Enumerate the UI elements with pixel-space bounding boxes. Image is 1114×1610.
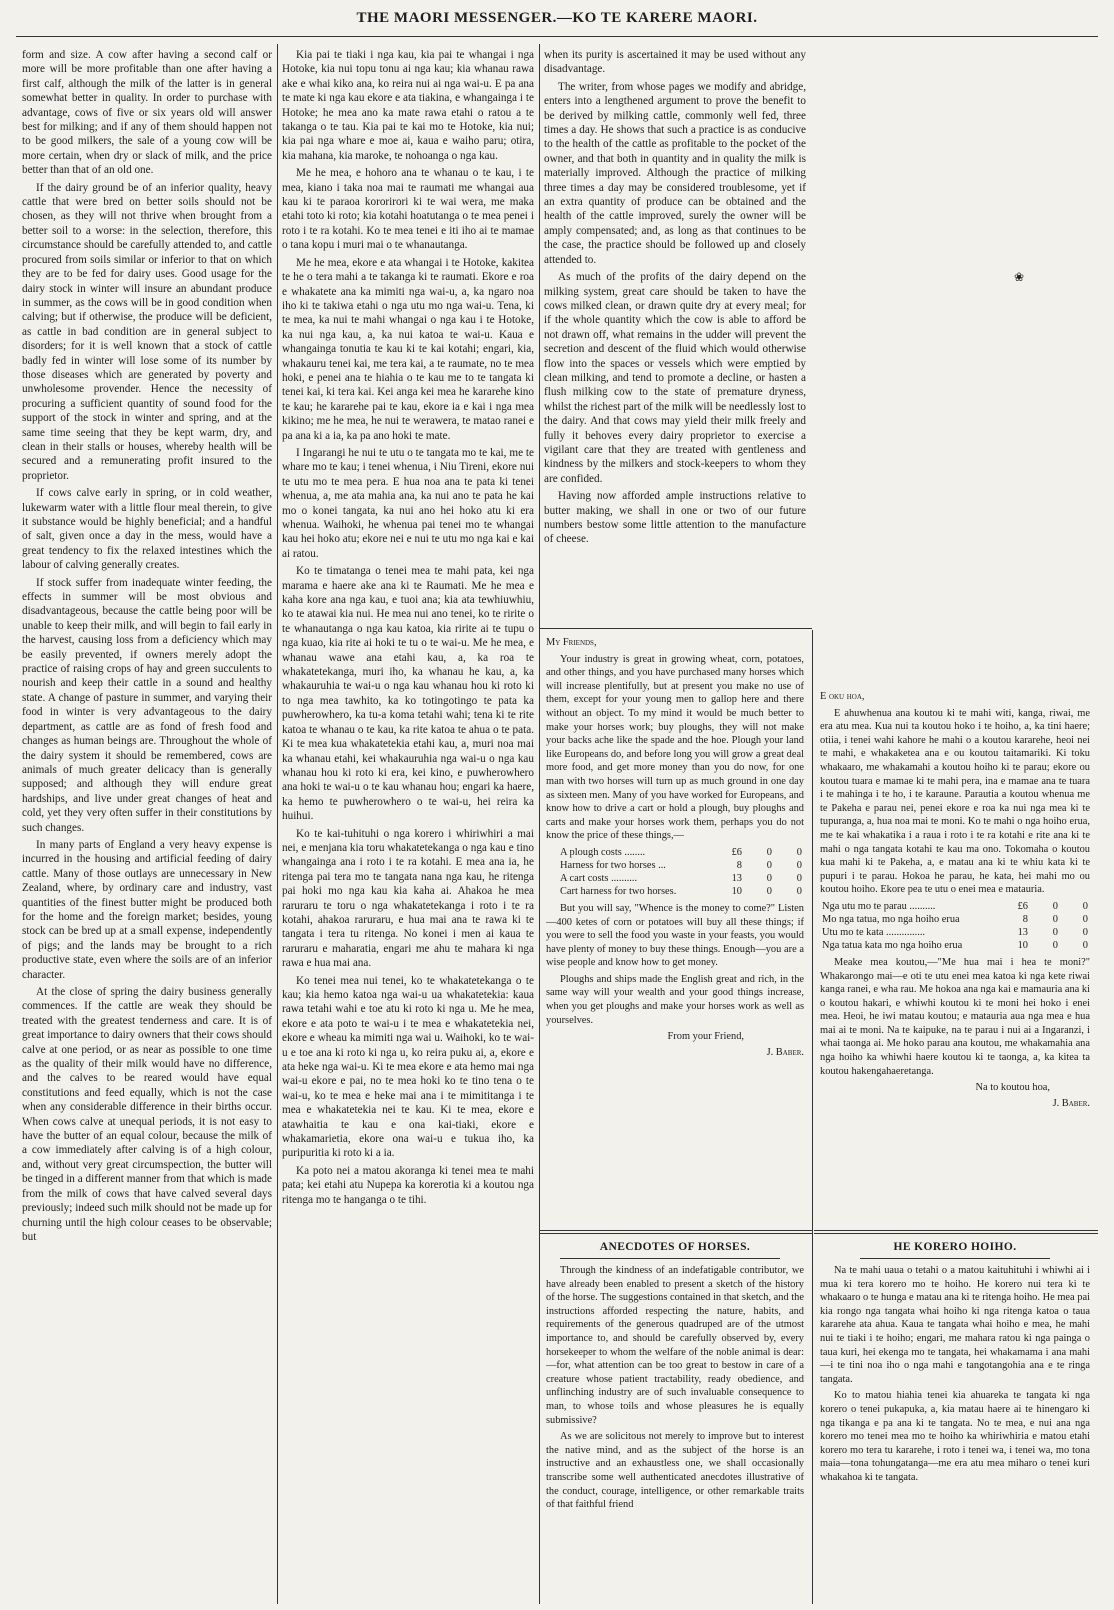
price-pounds: 10: [731, 885, 742, 897]
section-title-anecdotes: ANECDOTES OF HORSES.: [599, 1241, 751, 1253]
section-rule: [814, 1233, 1098, 1234]
price-pounds: 8: [1022, 913, 1028, 925]
paragraph: Ko te kai-tuhituhi o nga korero i whiriwhiri a mai nei, e menjana kia toru whakatetekanga o nga kau e tino whangainga ana i roto i te ra kotahi. E mea ana ia, he ritenga pai tera mo te tangata nana nga kau, he ritenga pai hoki mo nga kau kia kaha ai. Ahakoa he mea raruraru te toru o nga whakatetekanga i roto i te ra kotahi, ahakoa raruraru, e hua mai ana te rawa ki te tangata i tera tu ritenga. No konei i men ai kaua te raruraru e maharatia, engari me ahu te mahara ki nga rawa e hua mai ana.: [282, 827, 534, 970]
price-shillings: 0: [766, 859, 772, 871]
price-item: Cart harness for two horses.: [560, 885, 677, 897]
letter-signature: J. Baber.: [1052, 1097, 1090, 1109]
paragraph: Kia pai te tiaki i nga kau, kia pai te whangai i nga Hotoke, kia nui topu tonu ai nga kau; kia whanau rawa ake e whai kiko ana, ko reira nui ai nga wai-u. E pa ana te mate ki nga kau ekore e ata tiakina, e whangainga i te Hotoke; he mea ano ka mate rawa etahi o ratou a te takanga o te tau. Kia pai te kai mo te Hotoke, kia nui; kia pai nga whare e moe ai, kaua e waiho paru; otira, kia mahana, kia maroke, te nohoanga o nga kau.: [282, 49, 534, 162]
price-item: Utu mo te kata ...............: [822, 926, 926, 938]
price-item: A cart costs ..........: [560, 872, 638, 884]
letter-closing: From your Friend,: [667, 1031, 744, 1043]
paragraph: Through the kindness of an indefatigable contributor, we have already been enabled to present a sketch of the history of the horse. The suggestions contained in that sketch, and the instructions afforded respecting the nature, habits, and requirements of the generous quadruped are of the utmost importance to, and should be carefully observed by, every horsekeeper to whom the welfare of the noble animal is dear:—for, what attention can be too great to bestow in care of a creature whose patient tractability, ready obedience, and unflinching industry are of such invaluable consequence to man, to whose toils and whose pleasures he is equally submissive?: [546, 1265, 804, 1426]
masthead-rule: [16, 36, 1098, 37]
section-rule: [860, 1258, 1050, 1259]
price-shillings: 0: [766, 885, 772, 897]
price-item: Harness for two horses ...: [560, 859, 666, 871]
letter-signature: J. Baber.: [766, 1046, 804, 1058]
price-pence: 0: [1082, 939, 1088, 951]
paragraph: If stock suffer from inadequate winter feeding, the effects in summer will be most obvious and disadvantageous, because the cattle being poor will be unable to keep their milk, and will begin to fail early in the harvest, causing loss from a deficiency which may be easily prevented, if owners merely adopt the practice of raising crops of hay and green succulents to nourish and keep their cattle in a sound and healthy state. A change of pasture in summer, and varying their food in winter is very advantageous to the dairy department, as cattle are as fond of fresh food and changes as human beings are. Throughout the whole of the dairy system it should be remembered, cows are animals of much greater delicacy than is generally supposed; and although they will endure great hardships, and live under great changes of heat and cold, yet they very often suffer in their constitutions by such changes.: [22, 576, 272, 834]
price-row: [546, 846, 804, 859]
paragraph: Me he mea, ekore e ata whangai i te Hotoke, kakitea te he o tera mahi a te takanga ki te raumati. Ekore e roa e whakatete ana ka mimiti nga wai-u, a, ka ngaro noa iho ki te takiwa etahi o nga utu mo nga wai-u. Tena, ki te mea, ka nui te mahi whangai o nga kau i te Hotoke, ka nui nga kau, a, ka nui katoa te wai-u. Kaua e whangainga tonutia te kau ki te kai kotahi; engari, kia, whakauru tenei kai, me tera kai, a te raumate, no te mea hoki, e penei ana te hiahia o te kau me to te tangata ki tenei kai, ki tera kai. Kei anga kei mea he kararehe kino te kau; he kararehe pai te kau, ekore ia e kai i nga mea kikino; me he mea, he nui te werawera, te matao ranei e pa ana ki a ia, ka pa ano hoki te mate.: [282, 256, 534, 442]
price-pounds: 10: [1017, 939, 1028, 951]
price-row: [546, 885, 804, 898]
paragraph: when its purity is ascertained it may be used without any disadvantage.: [544, 49, 806, 76]
paragraph: Ko tenei mea nui tenei, ko te whakatetekanga o te kau; kia hemo katoa nga wai-u ua whakatetekia: kaua rawa tetahi wahi e toe atu ki roto ki nga u. Me he mea, ekore e ata poto te wai-u i te mea e whakatetekia nei, ekore e wheau ka mimiti nga wai u. Waihoki, ko te wai-u e toe ana ki roto ki nga u, ko reira puku ai, a, ekore e ata heke nga wai-u. Ki te mea ekore e ata hemo mai nga wai-u ekore e pai, no te mea hoki ko te tino tena o te wai-u, ko te mea e heke mai ana i te mimititanga i te mea e whakatetekia nei te kau. Ki te mea, ekore e atawhaitia te kau e ona kai-tiaki, ekore e whakamarietia, ekore ona wai-u e tukua iho, ka puripuritia ki roto ki a ia.: [282, 974, 534, 1160]
price-item: Mo nga tatua, mo nga hoiho erua: [822, 913, 960, 925]
letter-closing: Na to koutou hoa,: [975, 1082, 1050, 1094]
paragraph: As much of the profits of the dairy depend on the milking system, great care should be taken to have the cows milked clean, or drawn quite dry at every meal; for if the whole quantity which the cow is able to afford be not drawn off, what remains in the udder will prevent the secretion and descent of the fluid which would otherwise flow into the spaces or vessels which were emptied by clean milking, and tend to promote a decline, or hasten a flush milking cow to the state of premature dryness, whilst the richest part of the milk will be needlessly lost to the dairy. And that cows may yield their milk freely and fully it behoves every dairy proprietor to exercise a vigilant care that they are treated with gentleness and kindness by the milkers and stock-keepers to whom they are confided.: [544, 271, 806, 485]
print-blemish-icon: ❀: [1014, 270, 1025, 284]
column-2-dairy-maori: [282, 48, 534, 1600]
section-rule: [560, 1258, 780, 1259]
paragraph: The writer, from whose pages we modify and abridge, enters into a lengthened argument to prove the benefit to be derived by milking cattle, commonly well fed, three times a day. He shows that such a practice is as conducive to the health of the cattle as profitable to the pocket of the owner, and that both in quantity and in quality the milk is materially improved. Although the practice of milking three times a day may be considered troublesome, yet if an extra quantity of produce can be obtained and the health of the cattle improved, surely the owner will be amply compensated; and, as long as that continues to be the case, the practice should be followed up and closely attended to.: [544, 80, 806, 266]
price-pounds: 13: [1017, 926, 1028, 938]
column-divider: [539, 44, 540, 1604]
paragraph: As we are solicitous not merely to improve but to interest the native mind, and as the subject of the horse is an instructive and an exhaustless one, we shall occasionally transcribe some well authenticated anecdotes illustrative of the conduct, courage, intelligence, or other remarkable traits of that faithful friend: [546, 1431, 804, 1511]
price-pence: 0: [1082, 900, 1088, 912]
price-pounds: 13: [731, 872, 742, 884]
price-shillings: 0: [1052, 913, 1058, 925]
paragraph: Na te mahi uaua o tetahi o a matou kaituhituhi i whiwhi ai i mua ki tera korero mo te hoiho. He korero nui tera ki te whakaaro o te hunga e matau ana ki te ritenga hoiho. He mea pai kia rongo nga tangata whai hoiho ki nga ritenga katoa o taua kararehe ata ahua. Kaua te tangata whai hoiho e mea, he mahi nui te tiaki i te hoiho; engari, me mahara ratou ki nga painga o taua kuri, hei ekenga mo te tangata, hei whakamama i ana mahi—i te tini noa iho o nga mahi e tangotangohia ana e te ringa tangata.: [820, 1265, 1090, 1385]
paragraph: Ka poto nei a matou akoranga ki tenei mea te mahi pata; kei etahi atu Nupepa ka korerotia ki a koutou nga ritenga mo te hanganga o te tihi.: [282, 1164, 534, 1206]
price-pence: 0: [796, 846, 802, 858]
paragraph: Me he mea, e hohoro ana te whanau o te kau, i te mea, kiano i taka noa mai te raumati me whangai aua kau ki te paraoa kororirori ki te wai wera, me maka etahi toto ki roto; kia kotahi hoatutanga o te mea penei i roto i te ra kotahi. Ko te mea tenei e iti iho ai te mamae o tana kopu i muri mai o te whanautanga.: [282, 167, 534, 252]
price-row: [820, 926, 1090, 939]
price-row: [820, 913, 1090, 926]
paragraph: Having now afforded ample instructions relative to butter making, we shall in one or two of our future numbers bestow some little attention to the manufacture of cheese.: [544, 490, 806, 546]
paragraph: If the dairy ground be of an inferior quality, heavy cattle that were bred on better soils should not be chosen, as they will not thrive when brought from a better soil to a worse: in the selection, therefore, this circumstance should be carefully attended to, and cattle procured from soils similar or inferior to that on which they are to be fed for dairy uses. Good usage for the dairy stock in winter will insure an abundant produce in summer, as the cows will be in good condition when calving; but if otherwise, the produce will be deficient, as cattle in bad condition are in general subject to disorders; for it is well known that a stock of cattle badly fed in winter will lose some of its number by those diseases which are generated by poverty and unwholesome provender. Hence the necessity of procuring a sufficient quantity of sound food for the support of the stock in winter and spring, and at the same time seeing that they be kept warm, dry, and clean in their stalls or houses, whereby health will be secured and a remunerating profit insured to the proprietor.: [22, 181, 272, 482]
price-item: Nga tatua kata mo nga hoiho erua: [822, 939, 963, 951]
korero-hoiho-article: [820, 1264, 1090, 1604]
price-pounds: £6: [731, 846, 742, 858]
price-row: [820, 939, 1090, 952]
section-rule: [814, 1230, 1098, 1231]
price-table: [820, 900, 1090, 952]
paragraph: I Ingarangi he nui te utu o te tangata mo te kai, me te whare mo te kau; i tenei whenua, i Niu Tireni, ekore nui te utu mo te mea pera. E hua noa ana te pata ki tenei whenua, a, me ata mahia ana, ka nui ano te pata he kai mo o konei tangata, ka nui ano hei hoko atu ki era whenua. Waihoki, he whenua pai tenei mo te whangai kau hei hoko atu; ekore nei e nui te utu mo nga kai e kai ai ratou.: [282, 446, 534, 560]
section-title-korero-hoiho: HE KORERO HOIHO.: [893, 1241, 1017, 1253]
letter-english: [546, 636, 804, 1188]
price-row: [820, 900, 1090, 913]
paragraph: Meake mea koutou,—"Me hua mai i hea te moni?" Whakarongo mai—e oti te utu enei mea katoa ki nga kete riwai kanga ranei, e wha rau. Me hokoa ana nga kai e mamauria ana ki o koutou hakari, e whiwhi koutou ki te moni hei hoko i enei mea. Heoi, he iwi matau koutou; e matauria aua nga mea e hua mai ai te moni. Na te kaipuke, na te parau i nui ai a Ingaranzi, i whai taonga ai. Me hoko parau ana koutou, me whakamahia ana nga hoiho ka whiwhi haere koutou ki te taonga, a, ka kitea ta koutou hakengahaeretanga.: [820, 956, 1090, 1077]
price-shillings: 0: [766, 846, 772, 858]
price-shillings: 0: [1052, 900, 1058, 912]
section-rule: [540, 1233, 812, 1234]
price-pence: 0: [796, 885, 802, 897]
column-divider: [812, 630, 813, 1604]
section-rule: [540, 1230, 812, 1231]
paragraph: In many parts of England a very heavy expense is incurred in the housing and artificial feeding of dairy cattle. Many of those outlays are unnecessary in New Zealand, where, by ordinary care and industry, vast quantities of the finest butter might be produced both for the home and the foreign market; besides, young stock can be bred up at a small expense, independently of pigs; and the lands may be brought to a rich productive state, even where the soils are of an inferior character.: [22, 838, 272, 981]
column-3-dairy-continued: [544, 48, 806, 623]
paragraph: But you will say, "Whence is the money to come?" Listen—400 ketes of corn or potatoes will buy all these things; if you were to sell the food you waste in your feasts, you would have plenty of money to buy these things. Enough—you are a wise people and know how to get money.: [546, 902, 804, 969]
paragraph: Ploughs and ships made the English great and rich, in the same way will your wealth and your good things increase, when you get ploughs and make your horses work as well as yourselves.: [546, 973, 804, 1026]
price-shillings: 0: [766, 872, 772, 884]
paragraph: Ko to matou hiahia tenei kia ahuareka te tangata ki nga korero o tenei pukapuka, a, kia matau haere ai te hinengaro ki nga tikanga e pa ana ki te tangata. No te mea, e nui ana nga korero mo tenei mea mo te hoiho ka whiriwhiria e matou etahi korero mo tera tu kararehe, i roto i tenei wa, i tenei wa, mo tona maia—tona tohungatanga—me era atu mea miharo o tenei kuri whakahoa ki te tangata.: [820, 1390, 1090, 1483]
price-item: Nga utu mo te parau ..........: [822, 900, 936, 912]
price-item: A plough costs ........: [560, 846, 646, 858]
letter-maori: [820, 690, 1090, 1215]
price-pence: 0: [1082, 926, 1088, 938]
paragraph: E ahuwhenua ana koutou ki te mahi witi, kanga, riwai, me era atu mea. Kua nui ta koutou hoko i te hoiho, a, ka tini haere; otiia, i tenei wahi kahore he mahi o a koutou kararehe, heoi nei te mahi, e whakaketea ana e ou koutou taitamariki. Ki toku whakaaro, me whakamahi a koutou hoiho ki te parau; ekore ou koutou tuara e mamae ki te mahi pera, ina e mamae ana te tuara i te mahinga i te ho, i te karaune. Parautia a koutou whenua me te Pakeha e parau nei, penei ekore e roa ka nui nga mea ki te tupuranga, a, hua noa mai te moni. Ko te mahi o nga hoiho erua, me te kai whakatika i a raua i roto i te ra kotahi e rite ana ki te mahi o nga tangata kotahi te kau ma ono. Tokomaha o koutou kua mahi ki te Pakeha, a, e matau ana ki te whiu kata ki te pupuri i te parau. Hokoa he parau, he kata, hei mahi mo ou koutou hoiho. Ekore pea te utu o enei mea e matauria.: [820, 707, 1090, 896]
price-pence: 0: [796, 859, 802, 871]
letter-salutation: My Friends,: [546, 637, 597, 648]
column-divider: [277, 44, 278, 1604]
section-rule: [540, 628, 812, 629]
letter-salutation: E oku hoa,: [820, 691, 865, 702]
anecdotes-article: [546, 1264, 804, 1604]
price-shillings: 0: [1052, 926, 1058, 938]
price-row: [546, 859, 804, 872]
paragraph: Ko te timatanga o tenei mea te mahi pata, kei nga marama e haere ake ana ki te Raumati. Me he mea e kaha kore ana nga kau, e tuoi ana; kia ata tewhiuwhiu, ko te atawai kia nui. He mea nui ano tenei, ko te ririte o te whanautanga o nga kau katoa, kia ririte ai te tupu o nga kuao, kia rite ai hoki te tu o te wai-u. Me he mea, e whanau wawe ana etahi kau, a, ka roa te whakatetekanga, muri iho, ka whanau he kau, a, ka whakauruhia te wai-u o nga kau whanau hou ki roto ki to nga mea tawhito, ka ko totingotingo te pata ka puwherowhero, ka tu-a koma tetahi wahi; tena ki te rite katoa te whanau o te kau, ka rite katoa te ahua o te pata. Ki te mea kua whakatetekia etahi kau, a, muri noa mai ka whanau etahi, kei whakauruhia nga wai-u o nga kau whanau hou ki roto ki era, kei kino, e puwherowhero ana hoki te wai-u o te kau whanau hou; engari ka haere, ka hemo te puwherowhero o te wai-u, hei reira ka huihui.: [282, 565, 534, 823]
price-shillings: 0: [1052, 939, 1058, 951]
price-table: [546, 846, 804, 898]
paragraph: If cows calve early in spring, or in cold weather, lukewarm water with a little flour meal therein, to give it substance would be highly beneficial; and a handful of salt, given once a day in the mess, would have a great tendency to fix the relaxed intestines which the labour of calving generally creates.: [22, 487, 272, 572]
price-row: [546, 872, 804, 885]
paragraph: form and size. A cow after having a second calf or more will be more profitable than one after having a first calf, although the milk of the latter is in general somewhat better in quality. In order to purchase with advantage, cows of five or six years old will answer best for milking; and if any of them should happen not to be good milkers, the sale of a young cow will be more certain, when dry or slack of milk, and the price better than that of an old one.: [22, 49, 272, 177]
price-pounds: £6: [1017, 900, 1028, 912]
column-1-dairy-english: [22, 48, 272, 1600]
paragraph: Your industry is great in growing wheat, corn, potatoes, and other things, and you have purchased many horses which will increase plentifully, but at present you make no use of them, except for your young men to gallop here and there without an object. To my mind it would be much better to make your horses work; buy ploughs, they will not make your backs ache like the spade and the hoe. Plough your land like Europeans do, and before long you will grow a great deal more food, and get more money than you do now, for one man with two horses will turn up as much ground in one day as sixteen men. Many of you have worked for Europeans, and know how to drive a cart or hold a plough, buy ploughs and carts and make your horses work them, perhaps you do not know the price of these things,—: [546, 653, 804, 842]
price-pence: 0: [796, 872, 802, 884]
price-pence: 0: [1082, 913, 1088, 925]
paragraph: At the close of spring the dairy business generally commences. If the cattle are weak they should be treated with the greatest tenderness and care. It is of great importance to dairy owners that their cows should calve at one period, or as near as possible to one time as the quality of their milk would have no difference, and the calves to be reared would have equal constitutions and feed equally, which is not the case when any considerable difference in their births occur. When cows calve at unequal periods, it is not easy to have the butter of an equal colour, because the milk of a cow immediately after calving is of a high colour, and, without very great circumspection, the butter will be tinged in a different manner from that which is made from the milk of cows that have calved several days previously; indeed such milk should not be made up for churning until the high colour ceases to be observable; but: [22, 986, 272, 1243]
masthead: THE MAORI MESSENGER.—KO TE KARERE MAORI.: [356, 10, 758, 26]
price-pounds: 8: [736, 859, 742, 871]
